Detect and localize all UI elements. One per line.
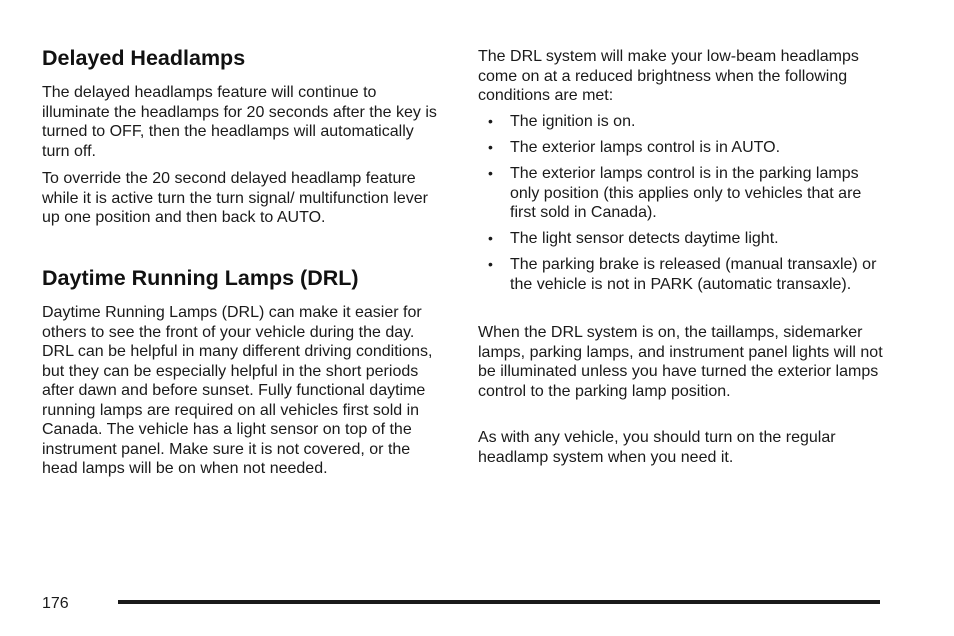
list-item	[478, 229, 888, 249]
paragraph-drl-lights-note: When the DRL system is on, the taillamps, sidemarker lamps, parking lamps, and instrument panel lights will not be illuminated unless you have turned the exterior lamps control to the parking lamp position.	[478, 324, 883, 400]
list-item-text: The parking brake is released (manual transaxle) or the vehicle is not in PARK (automatic transaxle).	[510, 256, 877, 293]
list-item	[478, 255, 888, 294]
list-item-text: The ignition is on.	[510, 113, 636, 130]
bullet-icon: •	[488, 139, 493, 155]
paragraph-delayed-headlamps-override: To override the 20 second delayed headlamp feature while it is active turn the turn signal/ multifunction lever up one position and then back to AUTO.	[42, 170, 428, 226]
page-number: 176	[42, 595, 69, 612]
drl-conditions-list	[478, 112, 888, 301]
list-item	[478, 164, 888, 223]
section-heading-delayed-headlamps: Delayed Headlamps	[42, 46, 246, 70]
bullet-icon: •	[488, 230, 493, 246]
list-item-text: The exterior lamps control is in AUTO.	[510, 139, 781, 156]
list-item-text: The light sensor detects daytime light.	[510, 230, 779, 247]
paragraph-delayed-headlamps-description: The delayed headlamps feature will continue to illuminate the headlamps for 20 seconds after the key is turned to OFF, then the headlamps will automatically turn off.	[42, 84, 437, 160]
bullet-icon: •	[488, 256, 493, 272]
paragraph-drl-conditions-intro: The DRL system will make your low-beam headlamps come on at a reduced brightness when the following conditions are met:	[478, 48, 859, 104]
footer-rule-divider	[118, 600, 880, 604]
list-item	[478, 138, 888, 158]
list-item	[478, 112, 888, 132]
section-heading-daytime-running-lamps: Daytime Running Lamps (DRL)	[42, 266, 359, 290]
paragraph-headlamp-advice: As with any vehicle, you should turn on the regular headlamp system when you need it.	[478, 429, 836, 466]
bullet-icon: •	[488, 113, 493, 129]
paragraph-drl-description: Daytime Running Lamps (DRL) can make it easier for others to see the front of your vehicle during the day. DRL can be helpful in many different driving conditions, but they can be especially helpful in the short periods after dawn and before sunset. Fully functional daytime running lamps are required on all vehicles first sold in Canada. The vehicle has a light sensor on top of the instrument panel. Make sure it is not covered, or the head lamps will be on when not needed.	[42, 304, 433, 477]
list-item-text: The exterior lamps control is in the parking lamps only position (this applies only to vehicles that are first sold in Canada).	[510, 165, 862, 221]
bullet-icon: •	[488, 165, 493, 181]
